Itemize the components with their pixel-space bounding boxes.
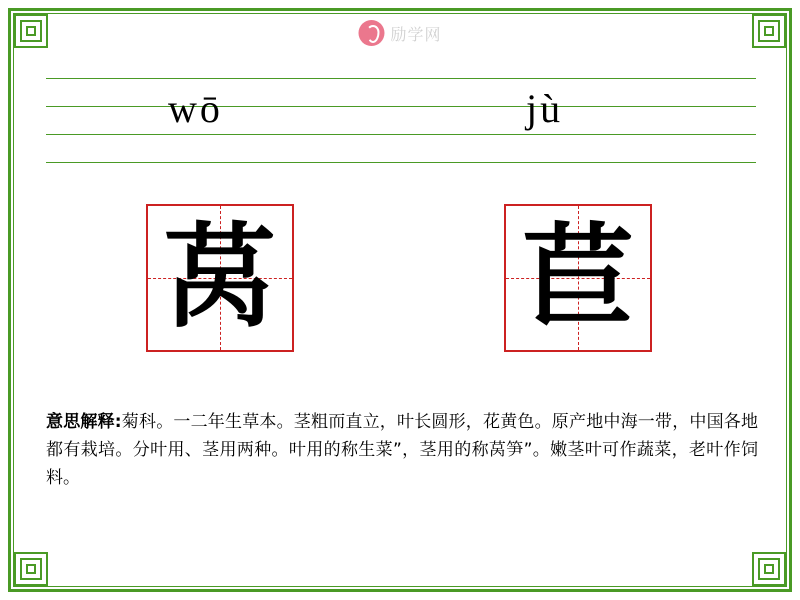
staff-line-2	[46, 106, 756, 107]
character-first: 莴	[164, 212, 276, 343]
staff-line-1	[46, 78, 756, 79]
pinyin-staff	[46, 78, 756, 168]
character-grid-second	[504, 204, 652, 352]
pinyin-first-syllable: wō	[168, 86, 223, 131]
staff-line-3	[46, 134, 756, 135]
corner-ornament-top-right	[752, 14, 786, 48]
corner-ornament-bottom-right	[752, 552, 786, 586]
swirl-logo-icon	[358, 20, 384, 46]
character-second: 苣	[522, 212, 634, 343]
pinyin-second-syllable: jù	[526, 86, 564, 131]
meaning-label: 意思解释:	[46, 412, 122, 432]
staff-line-4	[46, 162, 756, 163]
site-logo-text: 励学网	[390, 26, 442, 44]
site-logo	[358, 20, 441, 46]
meaning-text: 菊科。一二年生草本。茎粗而直立，叶长圆形，花黄色。原产地中海一带，中国各地都有栽培。分叶用、茎用两种。叶用的称生菜”，茎用的称莴笋”。嫩茎叶可作蔬菜，老叶作饲料。	[46, 412, 758, 488]
corner-ornament-top-left	[14, 14, 48, 48]
corner-ornament-bottom-left	[14, 552, 48, 586]
character-grid-first	[146, 204, 294, 352]
meaning-explanation	[46, 408, 758, 492]
